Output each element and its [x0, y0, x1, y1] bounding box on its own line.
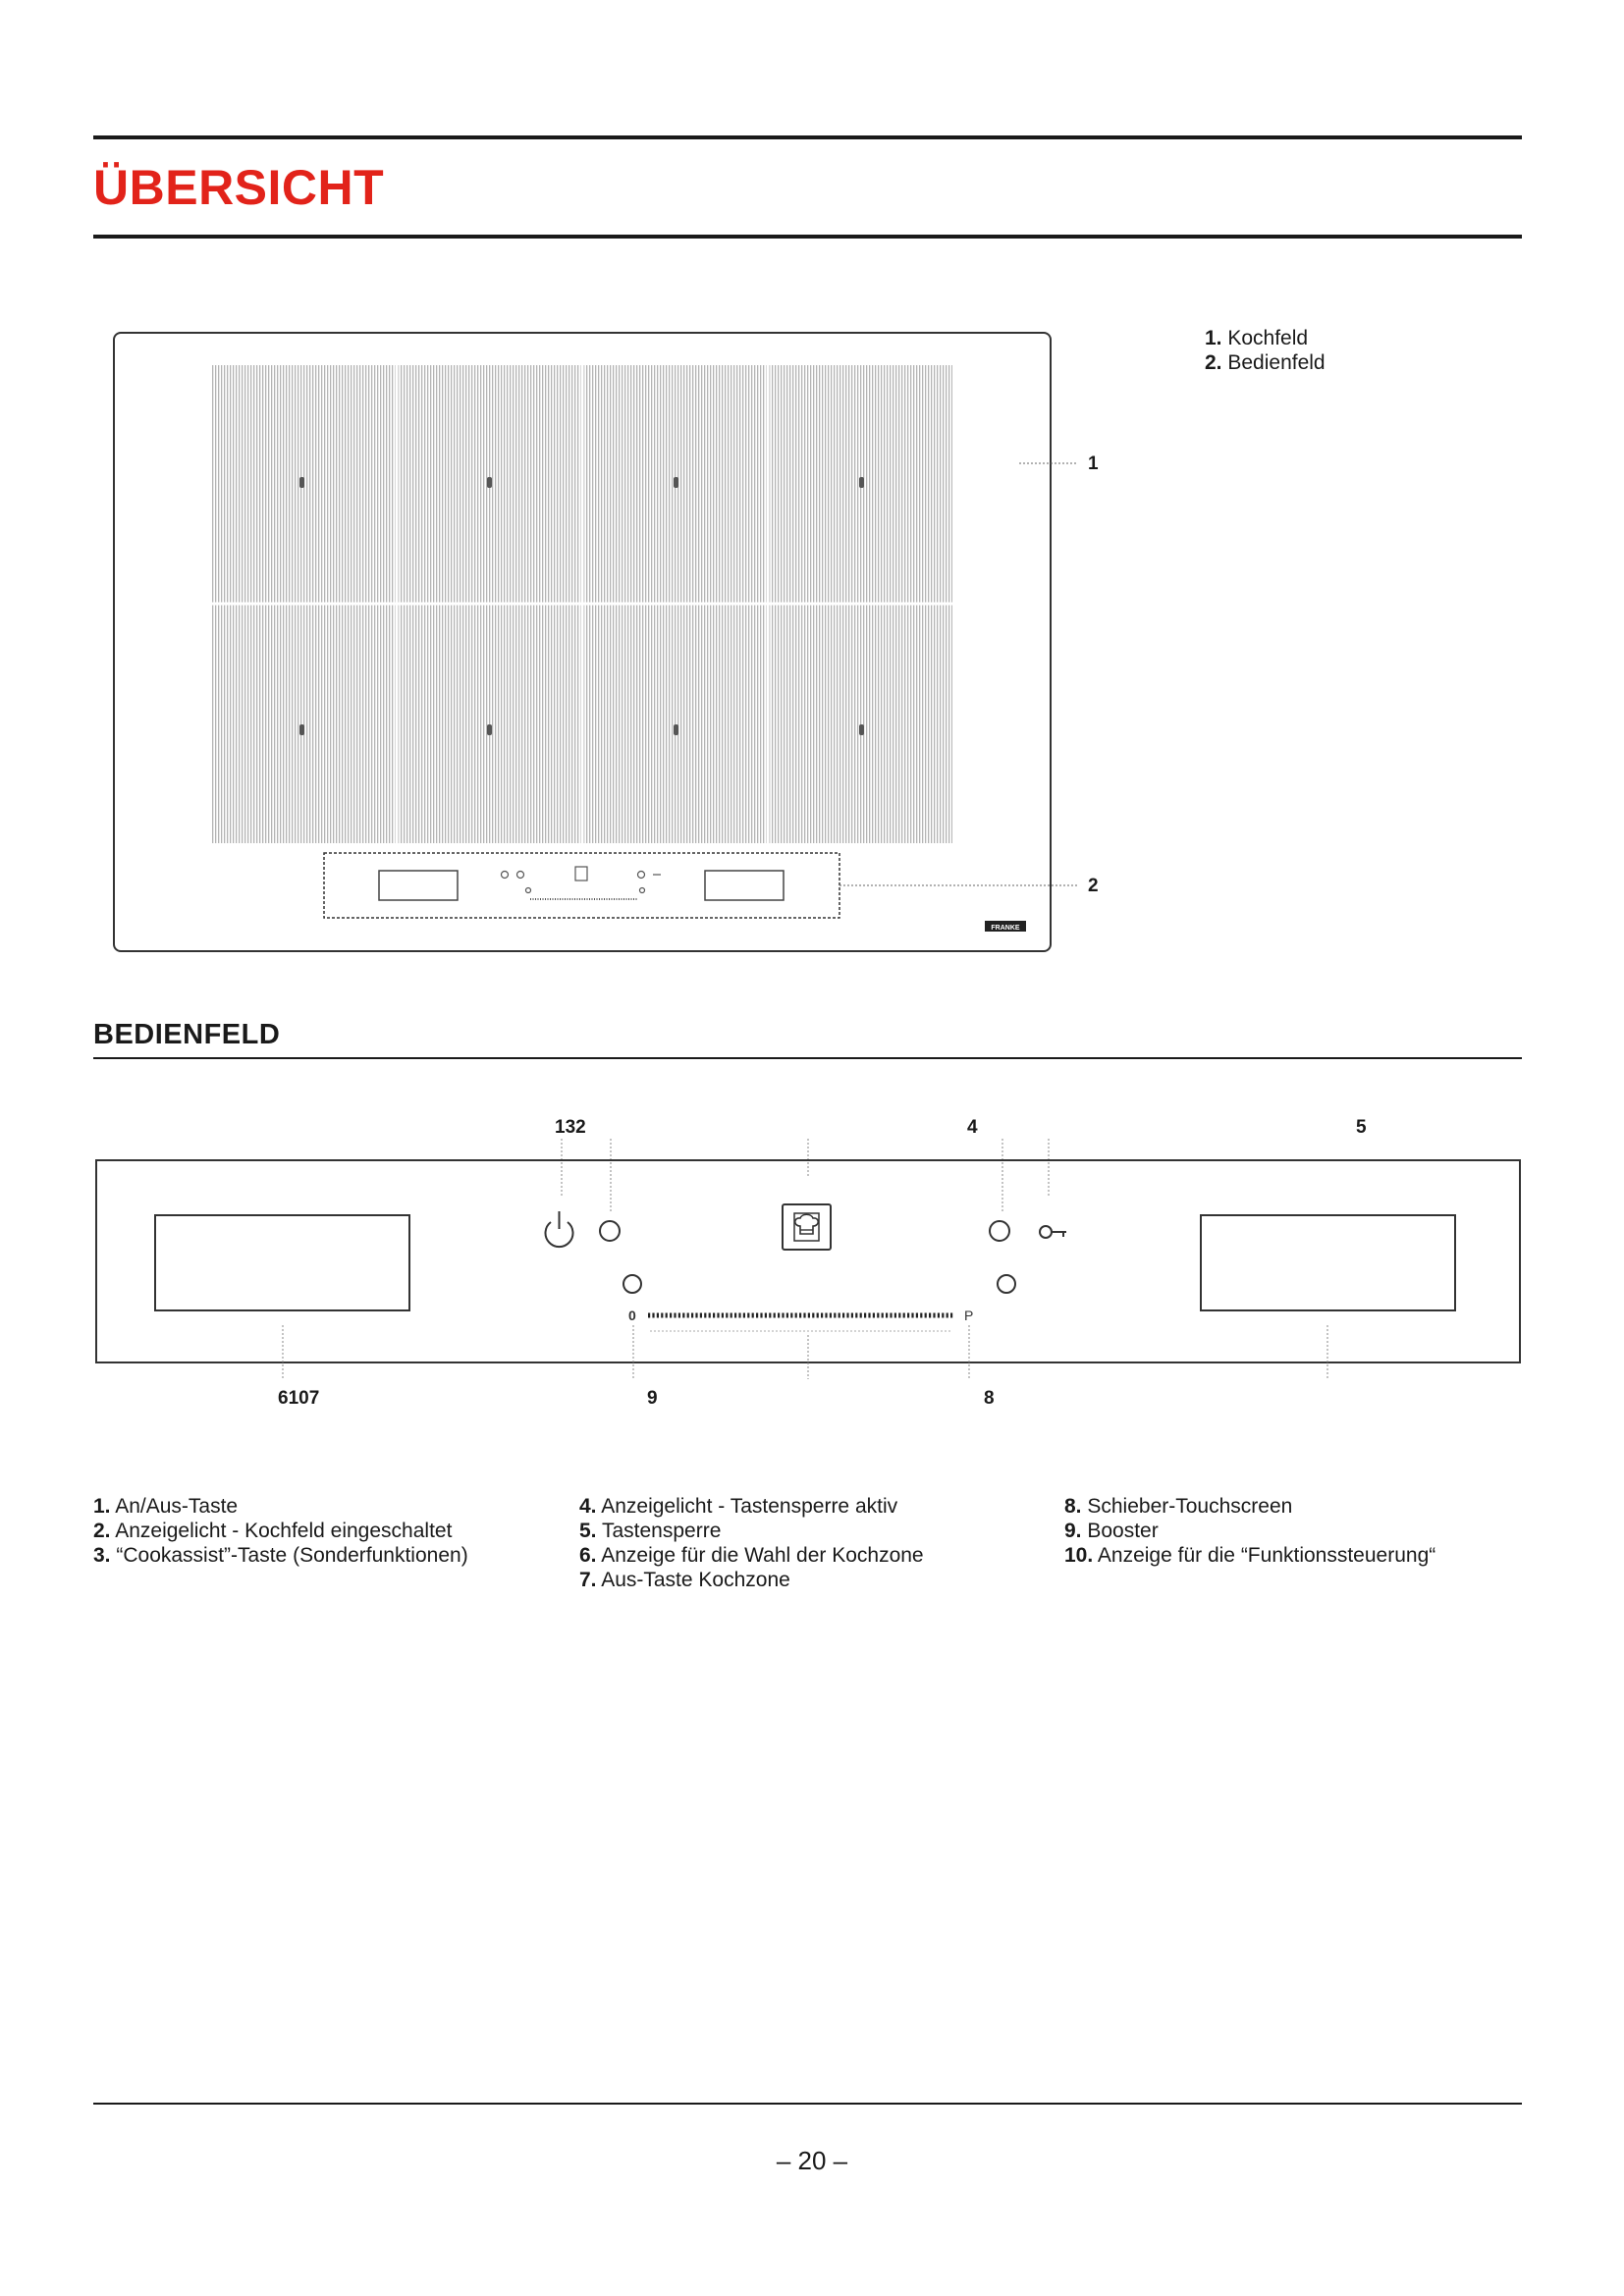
- panel-legend-col-1: [93, 1494, 468, 1568]
- callout-label-4: 4: [967, 1117, 978, 1138]
- list-item: 6. Anzeige für die Wahl der Kochzone: [579, 1544, 924, 1567]
- cookassist-icon: [783, 1204, 831, 1250]
- right-display: [1201, 1215, 1455, 1310]
- slider-start-label: 0: [628, 1308, 636, 1323]
- callout-label-8: 8: [984, 1388, 995, 1409]
- page-number: – 20 –: [776, 2146, 848, 2175]
- section-heading: BEDIENFELD: [93, 1019, 281, 1050]
- list-item: 7. Aus-Taste Kochzone: [579, 1569, 790, 1591]
- indicator-lights: [600, 1221, 1015, 1293]
- list-item: 1. Kochfeld: [1205, 327, 1309, 349]
- callout-lines-bottom: [283, 1325, 1327, 1379]
- callout-label-9: 9: [647, 1388, 658, 1409]
- panel-legend-col-3: [1064, 1494, 1435, 1568]
- left-display: [155, 1215, 409, 1310]
- callout-lines-top: [562, 1139, 1049, 1212]
- panel-legend-col-2: [579, 1494, 924, 1592]
- list-item: 4. Anzeigelicht - Tastensperre aktiv: [579, 1495, 898, 1518]
- list-item: 10. Anzeige für die “Funktionssteuerung“: [1064, 1544, 1436, 1567]
- list-item: 2. Bedienfeld: [1205, 351, 1326, 374]
- list-item: 9. Booster: [1064, 1520, 1159, 1542]
- panel-outline: [96, 1160, 1520, 1362]
- callout-label-1: 1: [1088, 454, 1099, 474]
- list-item: 5. Tastensperre: [579, 1520, 722, 1542]
- list-item: 3. “Cookassist”-Taste (Sonderfunktionen): [93, 1544, 468, 1567]
- list-item: 1. An/Aus-Taste: [93, 1495, 239, 1518]
- page-title: ÜBERSICHT: [93, 160, 385, 215]
- power-icon: [546, 1211, 573, 1247]
- footer-rule: [93, 2103, 1522, 2105]
- callout-label-6107: 6107: [278, 1388, 320, 1409]
- key-lock-icon: [1040, 1226, 1066, 1238]
- callout-label-132: 132: [555, 1117, 586, 1138]
- slider-end-label: P: [964, 1308, 974, 1323]
- list-item: 8. Schieber-Touchscreen: [1064, 1495, 1293, 1518]
- list-item: 2. Anzeigelicht - Kochfeld eingeschaltet: [93, 1520, 453, 1542]
- callout-label-2: 2: [1088, 876, 1099, 896]
- callout-label-5: 5: [1356, 1117, 1367, 1138]
- brand-label: FRANKE: [991, 925, 1020, 932]
